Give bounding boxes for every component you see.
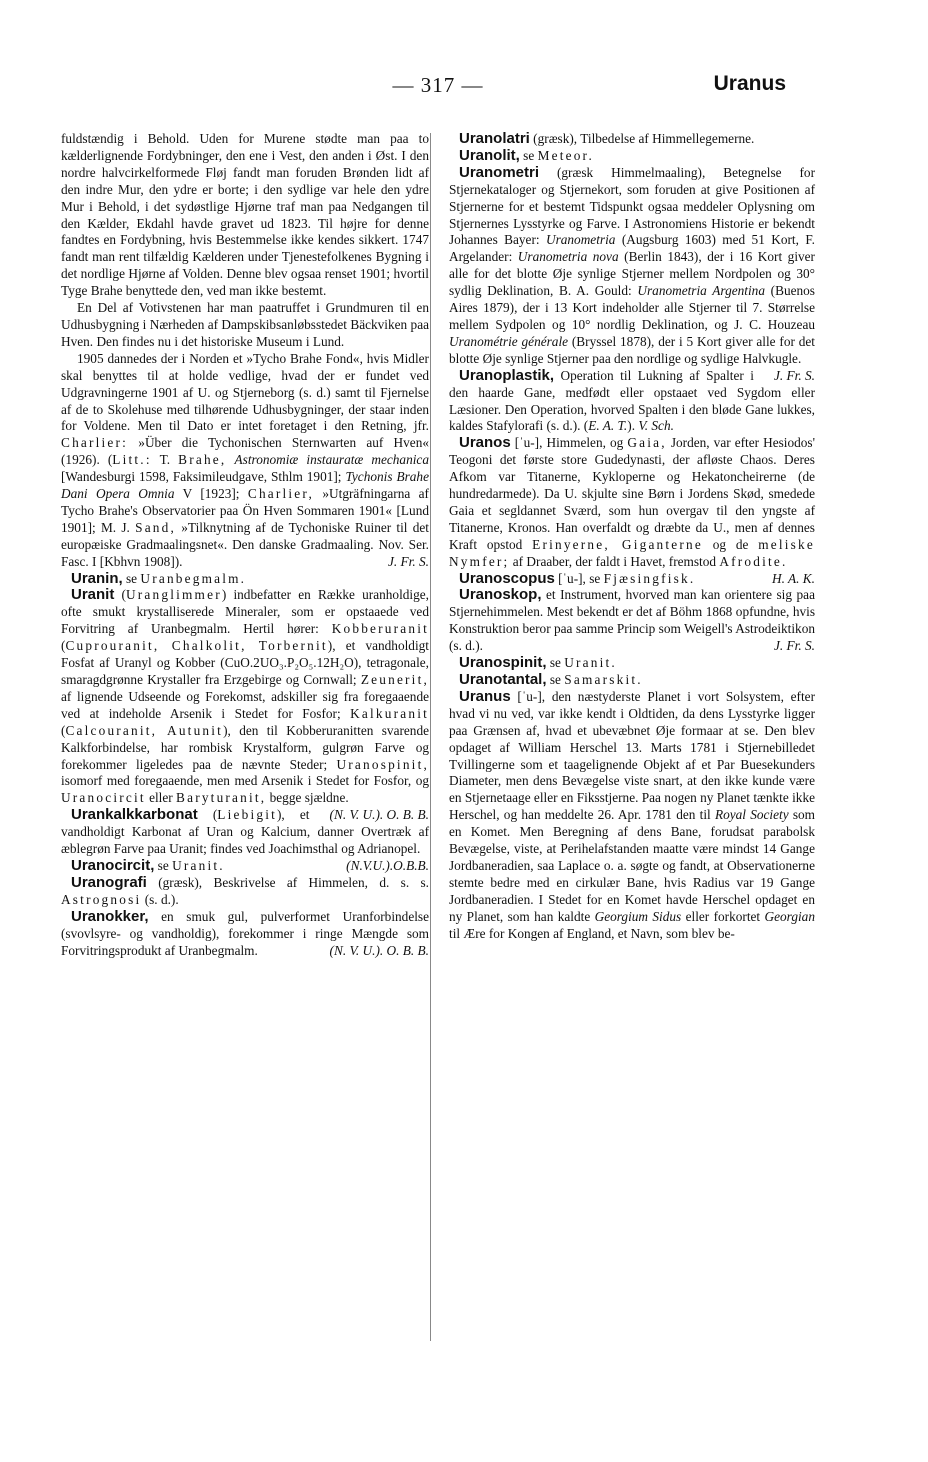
headword: Uranometri — [459, 163, 540, 181]
paragraph: En Del af Votivstenen har man paatruffet i Grundmuren til en Udhusbygning i Nærheden af Dampskibsanløbsstedet Bäckviken paa Hven. Den findes nu i det historiske Museum i Lund. — [61, 300, 429, 349]
right-column — [449, 131, 815, 943]
signature: J. Fr. S. — [774, 638, 815, 654]
entry-uranus: Uranus [ˈu-], den næstyderste Planet i vort Solsystem, efter hvad vi nu ved, var ikke kendt i Oldtiden, da dens Lysstyrke ligger paa Grænsen af, hvad et ubevæbnet Øje formaar at se. Den blev opdaget af William Herschel 13. Marts 1781 i Stjernebilledet Tvillingerne som et taagelignende Objekt af et Par Buesekunders Diameter, men dens Bevægelse viste snart, at den ikke kunde være en Stjernetaage eller en Fiksstjerne. Paa nogen ny Planet tænkte ikke Herschel, og han meddelte 26. Apr. 1781 den til Royal Society som en Komet. Men Beregning af dens Bane, forudsat parabolsk Bevægelse, viste, at Perihelafstanden maatte være mindst 14 Gange Jordbaneradien, saa Laplace o. a. søgte og fandt, at Observationerne stemte bedre med en cirkulær Bane, hvis Radius var 19 Gange Jordbaneradien. I Stedet for en Komet havde Herschel opdaget en ny Planet, som han kaldte Georgium Sidus eller forkortet Georgian til Ære for Kongen af England, et Navn, som blev be- — [449, 687, 815, 941]
headword: Uranin, — [71, 569, 123, 587]
headword: Urankalkkarbonat — [71, 806, 198, 824]
signature: J. Fr. S. — [774, 367, 815, 383]
entry-uranokker: Uranokker, en smuk gul, pulverformet Uranforbindelse (svovlsyre- og vandholdig), forekommer i ringe Mængde som Forvitringsprodukt af Uranbegmalm. (N. V. U.). O. B. B. — [61, 907, 429, 958]
headword: Uranoskop, — [459, 586, 542, 604]
page-number: — 317 — — [392, 73, 484, 97]
entry-uranocircit: Uranocircit, se Uranit. — [71, 856, 225, 874]
headword: Uranospinit, — [459, 654, 547, 672]
signature: (N. V. U.). O. B. B. — [329, 807, 429, 823]
headword: Uranoplastik, — [459, 366, 555, 384]
headword: Uranus — [459, 687, 511, 705]
column-divider — [430, 133, 431, 1341]
headword: Uranit — [71, 586, 115, 604]
entry-uranoskop: Uranoskop, et Instrument, hvorved man kan orientere sig paa Stjernehimmelen. Mest bekendt er det af Böhm 1868 opfundne, hvis Konstruktion beror paa samme Princip som Weigell's Astrodeiktikon (s. d.). J. Fr. S. — [449, 586, 815, 654]
paragraph: 1905 dannedes der i Norden et »Tycho Brahe Fond«, hvis Midler skal benyttes til at holde vedlige, hvad der er fundet ved Udgravningerne 1901 af U. og Stjerneborg (s. d.) samt til Fjernelse af de to Skolehuse med tilhørende Udhusbygninger, der staar inden for Voldene. Men til Dato er intet foretaget i den Retning, jfr. Charlier: »Über die Tychonischen Sternwarten auf Hven« (1926). (Litt.: T. Brahe, Astronomiæ instauratæ mechanica [Wandesburgi 1598, Faksimileudgave, Sthlm 1901]; Tychonis Brahe Dani Opera Omnia V [1923]; Charlier, »Utgräfningarna af Tycho Brahe's Observatorier paa Ön Hven Sommaren 1901« [Lund 1901]; M. J. Sand, »Tilknytning af de Tychoniske Ruiner til det europæiske Gradmaalingsnet«. Den danske Gradmaaling. Nov. Ser. Fasc. I [Kbhvn 1908]). J. Fr. S. — [61, 350, 429, 569]
signature: (N. V. U.). O. B. B. — [329, 942, 429, 958]
running-head: Uranus — [713, 72, 786, 95]
entry-uranin: Uranin, se Uranbegmalm. — [71, 569, 247, 587]
entry-uranoscopus: Uranoscopus [ˈu-], se Fjæsingfisk. — [459, 569, 696, 587]
signature: H. A. K. — [772, 570, 815, 586]
headword: Uranos — [459, 434, 511, 452]
entry-uranolit: Uranolit, se Meteor. — [459, 146, 594, 164]
entry-uranografi: Uranografi (græsk), Beskrivelse af Himmelen, d. s. s. Astrognosi (s. d.). — [61, 873, 429, 907]
entry-uranit: Uranit (Uranglimmer) indbefatter en Række uranholdige, ofte smukt krystalliserede Mineraler, som er opstaaede ved Forvitring af Uranbegmalm. Hertil hører: Kobberuranit (Cuprouranit, Chalkolit, Torbernit), et vandholdigt Fosfat af Uranyl og Kobber (CuO.2UO₃.P₂O₅.12H₂O), tetragonale, smaragdgrønne Krystaller fra Erzgebirge og Cornwall; Zeunerit, af lignende Udseende og Forekomst, adskiller sig fra foregaaende ved at indeholde Arsenik i Stedet for Fosfor; Kalkuranit (Calcouranit, Autunit), den til Kobberuranitten svarende Kalkforbindelse, har rombisk Krystalform, gulgrøn Farve og forekommer ligeledes paa de nævnte Steder; Uranospinit, isomorf med foregaaende, men med Arsenik i Stedet for Fosfor, og Uranocircit eller Baryturanit, begge sjældne. (N. V. U.). O. B. B. — [61, 586, 429, 823]
headword: Uranolatri — [459, 130, 530, 147]
entry-uranoplastik: Uranoplastik, Operation til Lukning af Spalter i den haarde Gane, medfødt eller opstaaet ved Sygdom eller Læsioner. Den Operation, hvorved Spalten i den bløde Gane lukkes, kaldes Stafylorafi (s. d.). (E. A. T.). V. Sch. — [449, 366, 815, 434]
entry-uranospinit: Uranospinit, se Uranit. — [459, 654, 617, 672]
signature: J. Fr. S. — [388, 553, 429, 569]
headword: Uranografi — [71, 873, 147, 891]
entry-uranos: Uranos [ˈu-], Himmelen, og Gaia, Jorden, var efter Hesiodos' Teogoni det første store Gudedynasti, der afløste Chaos. Deres Afkom var Titanerne, Kykloperne og Hekatoncheirerne (de hundredarmede). Da U. skjulte sine Børn i Jordens Skød, smedede Gaia et segldannet Sværd, som hun overgav til den yngste af Titanerne, Kronos. Han overfaldt og dræbte da U., men af dennes Kraft opstod Erinyerne, Giganterne og de meliske Nymfer; af Draaber, der faldt i Havet, fremstod Afrodite. H. A. K. — [449, 434, 815, 586]
paragraph: fuldstændig i Behold. Uden for Murene stødte man paa to kælderlignende Fordybninger, den ene i Vest, den anden i Øst. I den nordre halvcirkelformede Fløj fandt man foruden Brønden lidt af den indre Mur, den ydre er borte; i den sydlige var hele den ydre Mur i Behold, i det sydøstlige Hjørne traf man paa Nedgangen til den Kælder, Ekdahl havde gravet ud 1823. Til højre for denne fandtes en Fordybning, hvis Bestemmelse ikke kendes sikkert. 1747 fandt man rent tilfældig Kælderen under Tjenestefolkenes Bygning i det nordlige Hjørne af Volden. Denne blev ogsaa renset 1901; hvortil Tyge Brahe benyttede den, ved man ikke bestemt. — [61, 131, 429, 299]
headword: Uranotantal, — [459, 671, 547, 688]
headword: Uranocircit, — [71, 856, 155, 874]
entry-uranolatri: Uranolatri (græsk), Tilbedelse af Himmellegemerne. — [459, 130, 755, 147]
headword: Uranolit, — [459, 146, 520, 164]
entry-uranometri: Uranometri (græsk Himmelmaaling), Betegnelse for Stjernekataloger og Stjernekort, som foruden at give Positionen af Stjernerne for et bestemt Tidspunkt ogsaa meddeler Oplysning om Stjernernes Lysstyrke og Farve. I Astronomiens Historie er bekendt Johannes Bayer: Uranometria (Augsburg 1603) med 51 Kort, F. Argelander: Uranometria nova (Berlin 1843), der i 16 Kort giver alle for det blotte Øje synlige Stjerner mellem Nordpolen og 30° sydlig Deklination, B. A. Gould: Uranometria Argentina (Buenos Aires 1879), der i 13 Kort indeholder alle Stjerner til 7. Størrelse mellem Sydpolen og 10° nordlig Deklination, og J. C. Houzeau Uranométrie générale (Bryssel 1878), der i 5 Kort giver alle for det blotte Øje synlige Stjerner paa den nordlige og sydlige Halvkugle. J. Fr. S. — [449, 163, 815, 383]
entry-urankalkkarbonat: Urankalkkarbonat (Liebigit), et vandholdigt Karbonat af Uran og Kalcium, danner Overtræk af æblegrøn Farve paa Uranit; findes ved Joachimsthal og Adrianopel. (N.V.U.).O.B.B. — [61, 806, 429, 873]
headword: Uranoscopus — [459, 569, 555, 587]
left-column — [61, 131, 429, 959]
signature: (N.V.U.).O.B.B. — [346, 857, 429, 873]
entry-uranotantal: Uranotantal, se Samarskit. — [459, 671, 643, 688]
headword: Uranokker, — [71, 907, 149, 925]
